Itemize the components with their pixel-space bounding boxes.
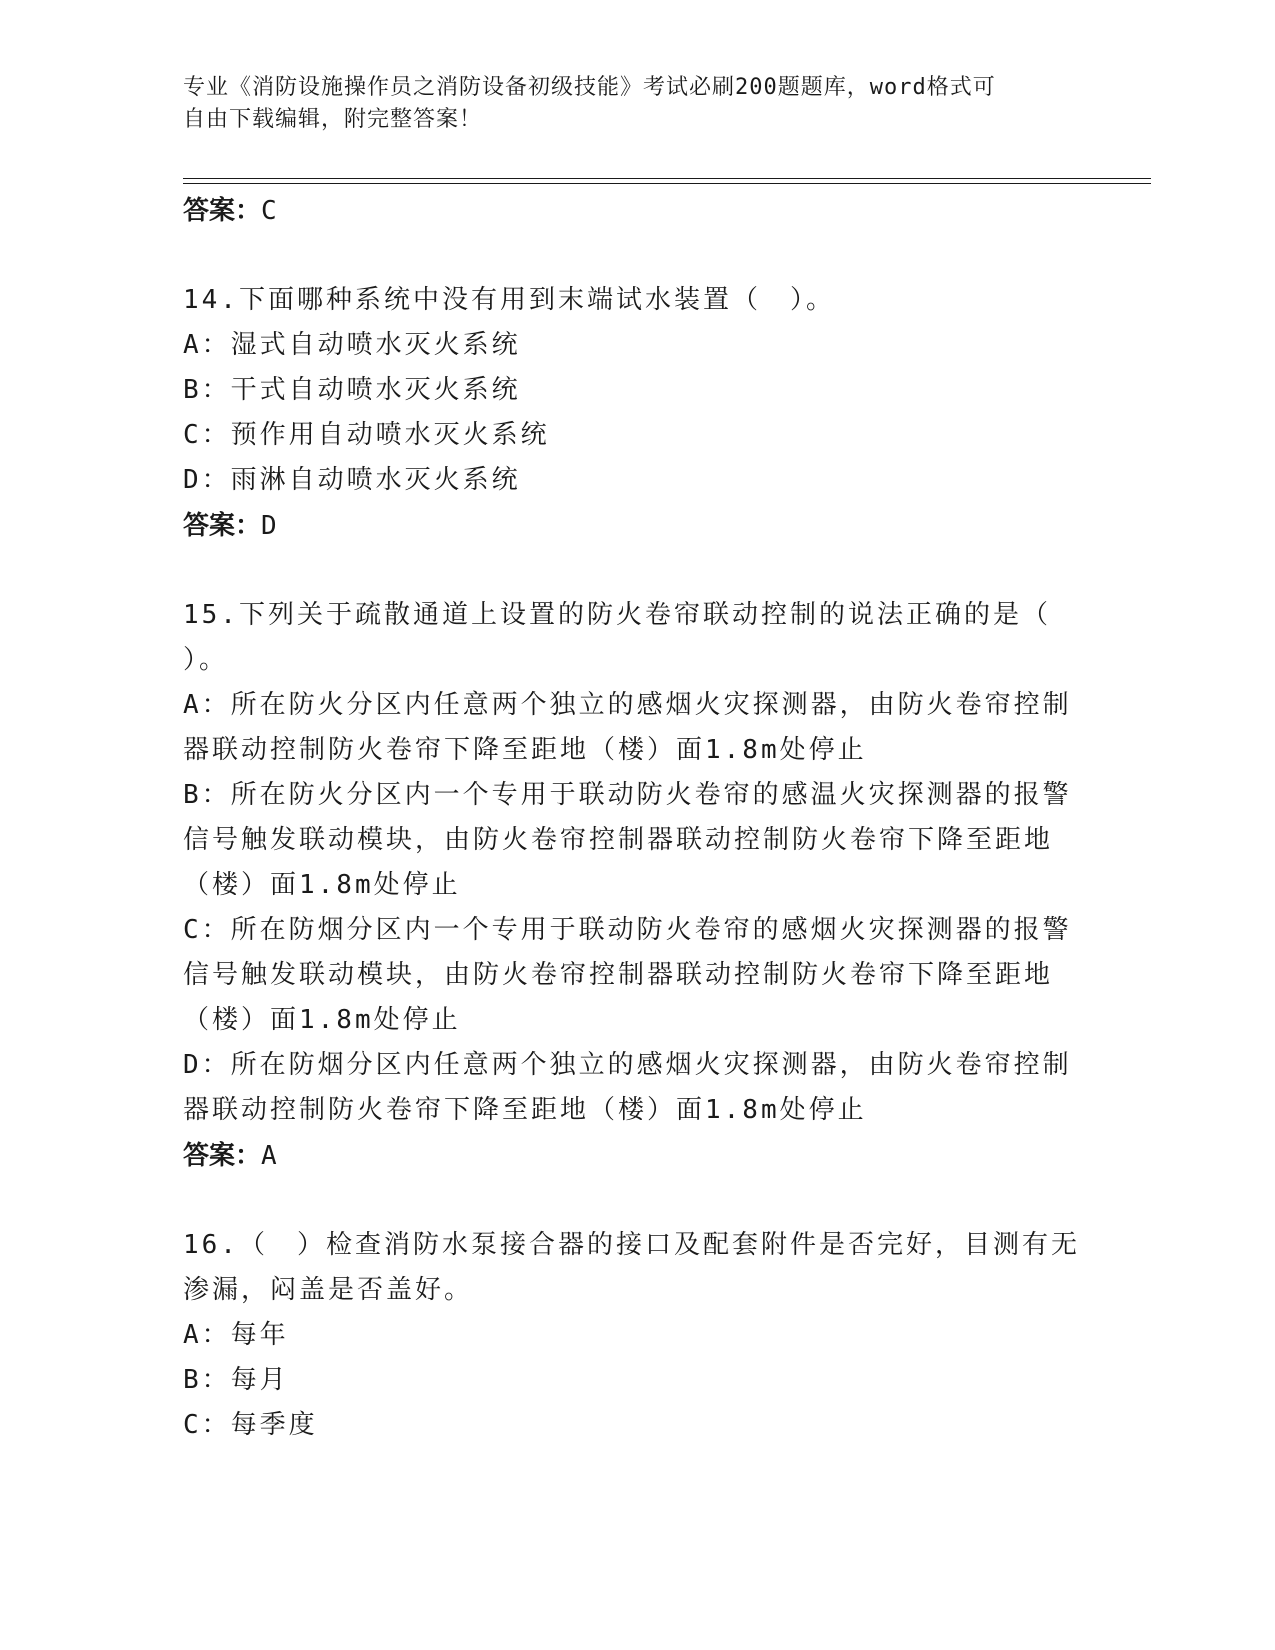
- option-text: A：每年: [183, 1320, 289, 1350]
- question-text: 14.下面哪种系统中没有用到末端试水装置（ ）。: [183, 285, 835, 315]
- question-block: [183, 593, 1083, 1179]
- header-rule: [183, 178, 1151, 179]
- page-header: [183, 72, 1063, 136]
- question-block: [183, 1223, 1083, 1448]
- option-text: 器联动控制防火卷帘下降至距地（楼）面1.8m处停止: [183, 735, 867, 765]
- option-text: A：湿式自动喷水灭火系统: [183, 330, 521, 360]
- option-text: （楼）面1.8m处停止: [183, 870, 461, 900]
- question-text: ）。: [183, 645, 229, 675]
- option-text: B：每月: [183, 1365, 289, 1395]
- header-line-1: 专业《消防设施操作员之消防设备初级技能》考试必刷200题题库，word格式可: [183, 75, 996, 100]
- option-text: C：所在防烟分区内一个专用于联动防火卷帘的感烟火灾探测器的报警: [183, 915, 1072, 945]
- option-text: C：每季度: [183, 1410, 318, 1440]
- answer-line: 答案：D: [183, 511, 277, 541]
- option-text: B：所在防火分区内一个专用于联动防火卷帘的感温火灾探测器的报警: [183, 780, 1072, 810]
- question-list: [183, 188, 1083, 1448]
- question-text: 16.（ ）检查消防水泵接合器的接口及配套附件是否完好，目测有无: [183, 1230, 1080, 1260]
- answer-value: D: [261, 511, 277, 541]
- header-rule-secondary: [183, 183, 1151, 184]
- option-text: B：干式自动喷水灭火系统: [183, 375, 521, 405]
- option-text: A：所在防火分区内任意两个独立的感烟火灾探测器，由防火卷帘控制: [183, 690, 1072, 720]
- answer-line: 答案：A: [183, 1141, 277, 1171]
- option-text: （楼）面1.8m处停止: [183, 1005, 461, 1035]
- answer-value: A: [261, 1141, 277, 1171]
- question-block: [183, 278, 1083, 549]
- option-text: D：所在防烟分区内任意两个独立的感烟火灾探测器，由防火卷帘控制: [183, 1050, 1072, 1080]
- option-text: 器联动控制防火卷帘下降至距地（楼）面1.8m处停止: [183, 1095, 867, 1125]
- option-text: C：预作用自动喷水灭火系统: [183, 420, 550, 450]
- option-text: 信号触发联动模块，由防火卷帘控制器联动控制防火卷帘下降至距地: [183, 960, 1054, 990]
- answer-line: 答案：C: [183, 196, 277, 226]
- option-text: 信号触发联动模块，由防火卷帘控制器联动控制防火卷帘下降至距地: [183, 825, 1054, 855]
- header-line-2: 自由下载编辑，附完整答案！: [183, 107, 483, 132]
- answer-value: C: [261, 196, 277, 226]
- question-text: 渗漏，闷盖是否盖好。: [183, 1275, 474, 1305]
- option-text: D：雨淋自动喷水灭火系统: [183, 465, 521, 495]
- question-text: 15.下列关于疏散通道上设置的防火卷帘联动控制的说法正确的是（: [183, 600, 1051, 630]
